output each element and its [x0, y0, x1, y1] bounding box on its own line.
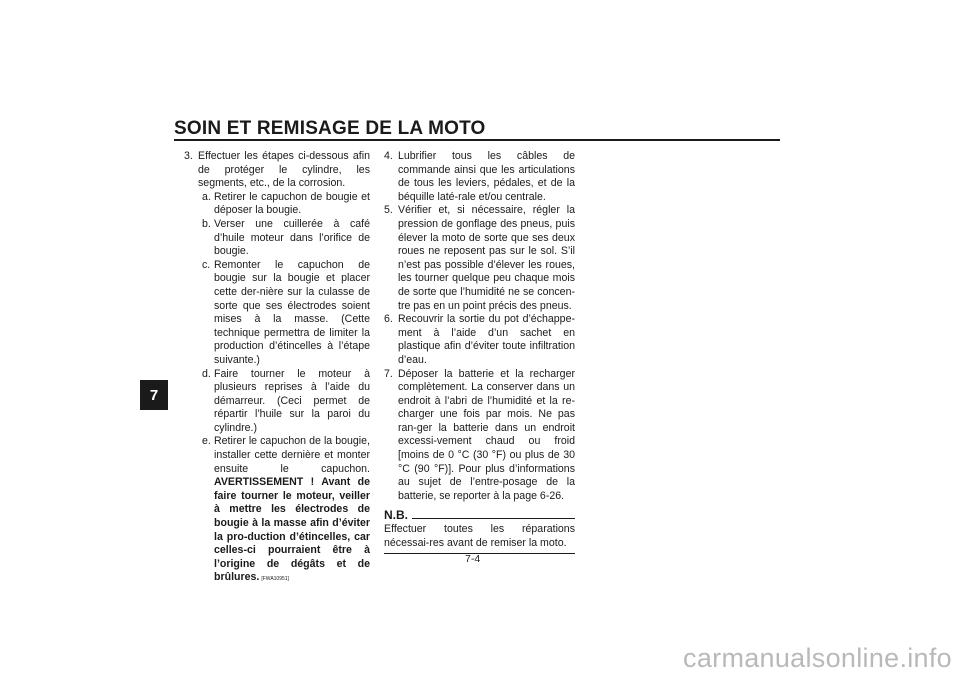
sub-item-text: Retirer le capuchon de bougie et déposer la bougie. — [214, 190, 370, 217]
left-column — [184, 150, 370, 587]
header-rule — [174, 139, 780, 141]
list-item-5 — [384, 204, 575, 313]
sub-item-letter: e. — [202, 435, 211, 448]
sub-item-letter: a. — [202, 190, 211, 203]
sub-item-letter: c. — [202, 258, 211, 271]
sub-item-d — [202, 368, 370, 436]
sub-item-a — [202, 191, 370, 218]
note-text: Effectuer toutes les réparations nécessai-res avant de remiser la moto. — [384, 523, 575, 549]
sub-item-letter: d. — [202, 367, 211, 380]
item-text: Lubrifier tous les câbles de commande ainsi que les articulations de tous les leviers, pédales, et de la béquille laté-rale et/ou centrale. — [398, 150, 575, 203]
page-number: 7-4 — [465, 553, 481, 565]
item-number: 7. — [384, 367, 393, 380]
watermark: carmanualsonline.info — [683, 643, 952, 673]
warning-code: [FWA10951] — [261, 576, 289, 583]
note-block — [384, 509, 575, 554]
sub-item-text: Verser une cuillerée à café d’huile moteur dans l’orifice de bougie. — [214, 217, 370, 258]
sub-item-text: Remonter le capuchon de bougie sur la bougie et placer cette der-nière sur la culasse de sorte que ses électrodes soient mises à la masse. (Cette technique permettra de limiter la production d’étincelles à l’étape suivante.) — [214, 258, 370, 366]
right-column — [384, 150, 575, 554]
sub-item-letter: b. — [202, 217, 211, 230]
item-text: Déposer la batterie et la recharger complètement. La conserver dans un endroit à l’abri de l’humidité et la re-charger une fois par mois. Ne pas ran-ger la batterie dans un endroit excessi-vement chaud ou froid [moins de 0 °C (30 °F) ou plus de 30 °C (90 °F)]. Pour plus d’informations au sujet de l’entre-posage de la batterie, se reporter à la page 6-26. — [398, 367, 575, 502]
sub-item-text: Faire tourner le moteur à plusieurs reprises à l’aide du démarreur. (Ceci permet de répartir l’huile sur la paroi du cylindre.) — [214, 367, 370, 434]
note-header — [384, 509, 575, 523]
note-label: N.B. — [384, 508, 408, 523]
item-text: Recouvrir la sortie du pot d’échappe-ment à l’aide d’un sachet en plastique afin d’éviter toute infiltration d’eau. — [398, 313, 575, 366]
list-item-7 — [384, 368, 575, 504]
sub-item-body — [214, 435, 370, 587]
note-rule-top — [412, 518, 575, 519]
list-item-6 — [384, 313, 575, 367]
list-item-4 — [384, 150, 575, 204]
item-text: Vérifier et, si nécessaire, régler la pression de gonflage des pneus, puis élever la moto de sorte que ses deux roues ne reposent pas sur le sol. S’il n’est pas possible d’élever les roues, les tourner quelque peu chaque mois de sorte que l’humidité ne se concen-tre pas en un point précis des pneus. — [398, 204, 575, 312]
sub-item-text: Retirer le capuchon de la bougie, installer cette dernière et monter ensuite le capuchon. — [214, 435, 370, 475]
list-item-3 — [184, 150, 370, 191]
item-number: 5. — [384, 204, 393, 217]
sub-item-b — [202, 218, 370, 259]
chapter-tab: 7 — [140, 380, 168, 410]
item-number: 6. — [384, 313, 393, 326]
warning-text: AVERTISSEMENT ! Avant de faire tourner le moteur, veiller à mettre les électrodes de bougie à la masse afin d’éviter la pro-duction d’étincelles, car celles-ci pourraient être à l’origine de dégâts et de brûlures. — [214, 476, 370, 584]
item-number: 3. — [184, 150, 193, 162]
page-title: SOIN ET REMISAGE DE LA MOTO — [174, 118, 486, 139]
item-number: 4. — [384, 150, 393, 162]
sub-item-c — [202, 259, 370, 368]
sub-item-e — [202, 435, 370, 587]
item-text: Effectuer les étapes ci-dessous afin de protéger le cylindre, les segments, etc., de la corrosion. — [198, 150, 370, 190]
